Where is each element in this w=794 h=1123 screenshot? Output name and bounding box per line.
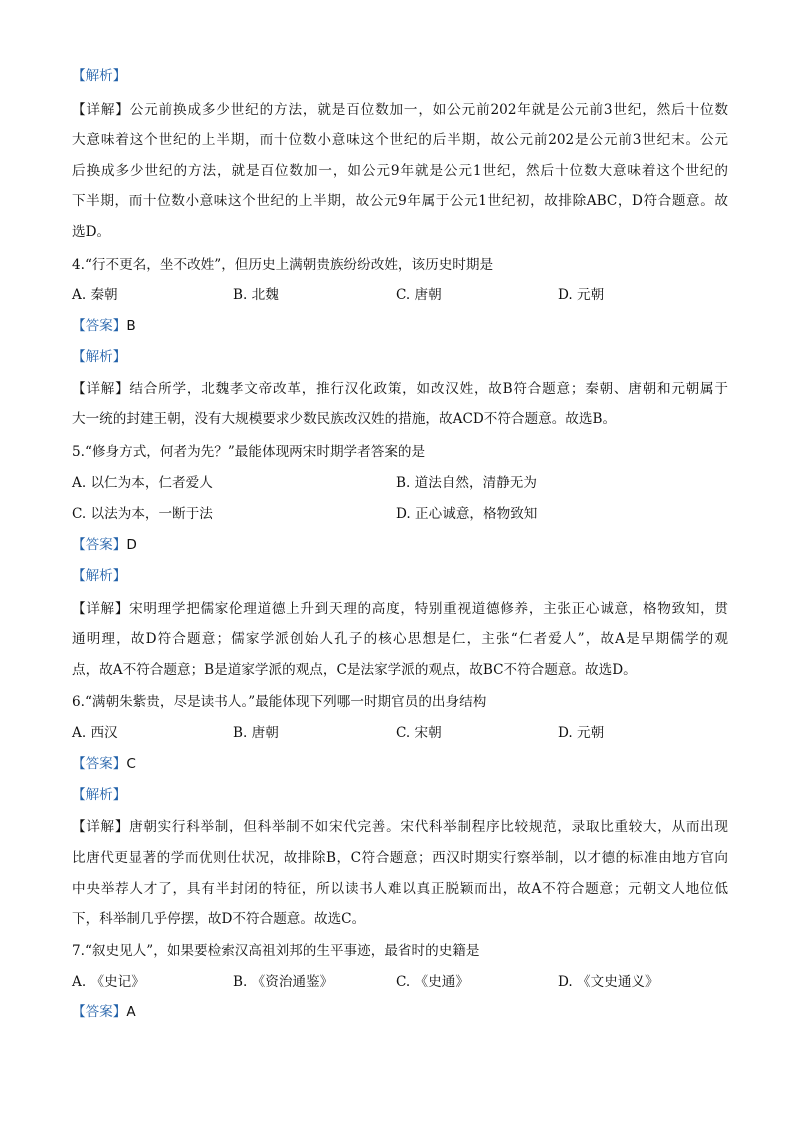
analysis-label: 【解析】 — [72, 787, 127, 803]
option-a: A. 以仁为本，仁者爱人 — [72, 475, 213, 491]
explanation-line: 选D。 — [72, 224, 111, 240]
option-c: C. 宋朝 — [396, 725, 442, 741]
option-a: A. 《史记》 — [72, 974, 145, 990]
option-d: D. 正心诚意，格物致知 — [396, 506, 538, 522]
question-stem: 7.“叙史见人”，如果要检索汉高祖刘邦的生平事迹，最省时的史籍是 — [72, 943, 480, 959]
option-c: C. 《史通》 — [396, 974, 469, 990]
option-d: D. 元朝 — [558, 287, 605, 303]
explanation-line: 点，故A不符合题意；B是道家学派的观点，C是法家学派的观点，故BC不符合题意。故选D。 — [72, 662, 637, 678]
option-a: A. 秦朝 — [72, 287, 118, 303]
explanation-line: 下，科举制几乎停摆，故D不符合题意。故选C。 — [72, 911, 366, 927]
explanation-line: 比唐代更显著的学而优则仕状况，故排除B，C符合题意；西汉时期实行察举制，以才德的标准由地方官向 — [72, 850, 728, 866]
answer-value: D — [126, 537, 137, 553]
option-a: A. 西汉 — [72, 725, 118, 741]
option-b: B. 唐朝 — [233, 725, 279, 741]
option-b: B. 北魏 — [233, 287, 279, 303]
explanation-line: 后换成多少世纪的方法，就是百位数加一，如公元9年就是公元1世纪，然后十位数大意味着这个世纪的 — [72, 163, 728, 179]
answer-line — [72, 754, 728, 774]
answer-line — [72, 316, 728, 336]
option-c: C. 唐朝 — [396, 287, 442, 303]
analysis-label: 【解析】 — [72, 68, 127, 84]
explanation-line: 下半期，而十位数小意味这个世纪的上半期，故公元9年属于公元1世纪初，故排除ABC，D符合题意。故 — [72, 193, 728, 209]
question-stem: 5.“修身方式，何者为先？”最能体现两宋时期学者答案的是 — [72, 444, 426, 460]
explanation-line: 【详解】唐朝实行科举制，但科举制不如宋代完善。宋代科举制程序比较规范，录取比重较大，从而出现 — [72, 819, 728, 835]
answer-line — [72, 1002, 728, 1022]
explanation-line: 通明理，故D符合题意；儒家学派创始人孔子的核心思想是仁，主张“仁者爱人”，故A是早期儒学的观 — [72, 631, 728, 647]
explanation-line: 大意味着这个世纪的上半期，而十位数小意味这个世纪的后半期，故公元前202是公元前3世纪末。公元 — [72, 132, 728, 148]
question-stem: 6.“满朝朱紫贵，尽是读书人。”最能体现下列哪一时期官员的出身结构 — [72, 694, 487, 710]
explanation-line: 【详解】公元前换成多少世纪的方法，就是百位数加一，如公元前202年就是公元前3世纪，然后十位数 — [72, 102, 728, 118]
answer-value: C — [126, 756, 136, 772]
answer-label: 【答案】 — [72, 756, 127, 772]
option-b: B. 《资治通鉴》 — [233, 974, 334, 990]
analysis-label: 【解析】 — [72, 349, 127, 365]
explanation-line: 大一统的封建王朝，没有大规模要求少数民族改汉姓的措施，故ACD不符合题意。故选B。 — [72, 411, 617, 427]
answer-label: 【答案】 — [72, 537, 127, 553]
answer-value: B — [126, 318, 136, 334]
analysis-label: 【解析】 — [72, 568, 127, 584]
option-b: B. 道法自然，清静无为 — [396, 475, 537, 491]
explanation-line: 中央举荐人才了，具有半封闭的特征，所以读书人难以真正脱颖而出，故A不符合题意；元朝文人地位低 — [72, 881, 728, 897]
option-c: C. 以法为本，一断于法 — [72, 506, 213, 522]
question-stem: 4.“行不更名，坐不改姓”，但历史上满朝贵族纷纷改姓，该历史时期是 — [72, 257, 494, 273]
answer-line — [72, 535, 728, 555]
answer-label: 【答案】 — [72, 1004, 127, 1020]
answer-value: A — [126, 1004, 136, 1020]
option-d: D. 元朝 — [558, 725, 605, 741]
answer-label: 【答案】 — [72, 318, 127, 334]
explanation-line: 【详解】结合所学，北魏孝文帝改革，推行汉化政策，如改汉姓，故B符合题意；秦朝、唐朝和元朝属于 — [72, 381, 728, 397]
option-d: D. 《文史通义》 — [558, 974, 659, 990]
explanation-line: 【详解】宋明理学把儒家伦理道德上升到天理的高度，特别重视道德修养，主张正心诚意，格物致知，贯 — [72, 601, 728, 617]
